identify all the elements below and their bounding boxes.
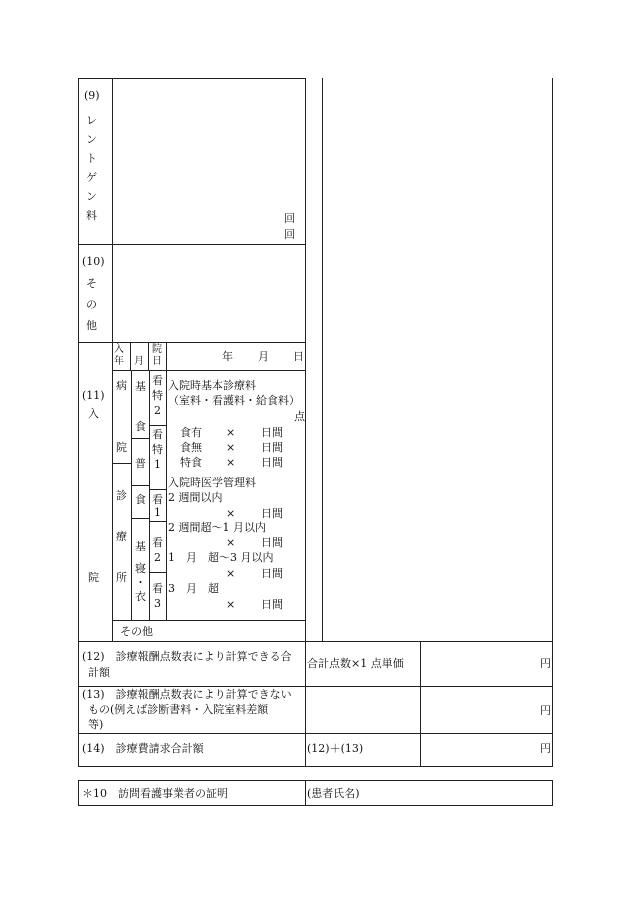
yen-unit: 円	[540, 657, 551, 670]
nursing-grade-2: 看 2	[152, 536, 163, 564]
section-10-number: (10)	[82, 255, 105, 268]
admission-month: 月	[258, 350, 269, 363]
section-9-number: (9)	[84, 89, 100, 102]
section-11-number: (11)	[82, 389, 105, 402]
admission-year: 年	[222, 350, 233, 363]
yen-unit: 円	[540, 742, 551, 755]
patient-name-label: (患者氏名)	[307, 787, 360, 800]
nursing-grade-special-2: 看 特 2	[152, 374, 163, 417]
management-fee-label: 入院時医学管理料	[168, 476, 256, 489]
nursing-grade-special-1: 看 特 1	[152, 428, 163, 471]
section-11-label-top: 入	[88, 407, 99, 420]
clinic-label: 診 療 所	[116, 489, 127, 584]
times-unit: 回	[284, 228, 295, 241]
points-unit: 点	[294, 410, 305, 423]
basic-fee-label: 入院時基本診療料	[168, 379, 256, 392]
nursing-grade-1: 看 1	[152, 493, 163, 519]
yen-unit: 円	[540, 704, 551, 717]
basic-fee-detail: （室料・看護料・給食料）	[168, 394, 300, 407]
admission-day: 日	[293, 350, 304, 363]
row-14-formula: (12)＋(13)	[307, 742, 364, 755]
times-unit: 回	[284, 212, 295, 225]
section-9-label: レ ン ト ゲ ン 料	[86, 114, 97, 222]
section-11-label-bottom: 院	[88, 571, 99, 584]
row-12-formula: 合計点数×1 点単価	[307, 657, 404, 670]
section-10-label: そ の 他	[86, 277, 97, 332]
other-label: その他	[120, 625, 153, 638]
nursing-grade-3: 看 3	[152, 582, 163, 610]
certification-label: ＊10 訪問看護事業者の証明	[82, 787, 228, 800]
